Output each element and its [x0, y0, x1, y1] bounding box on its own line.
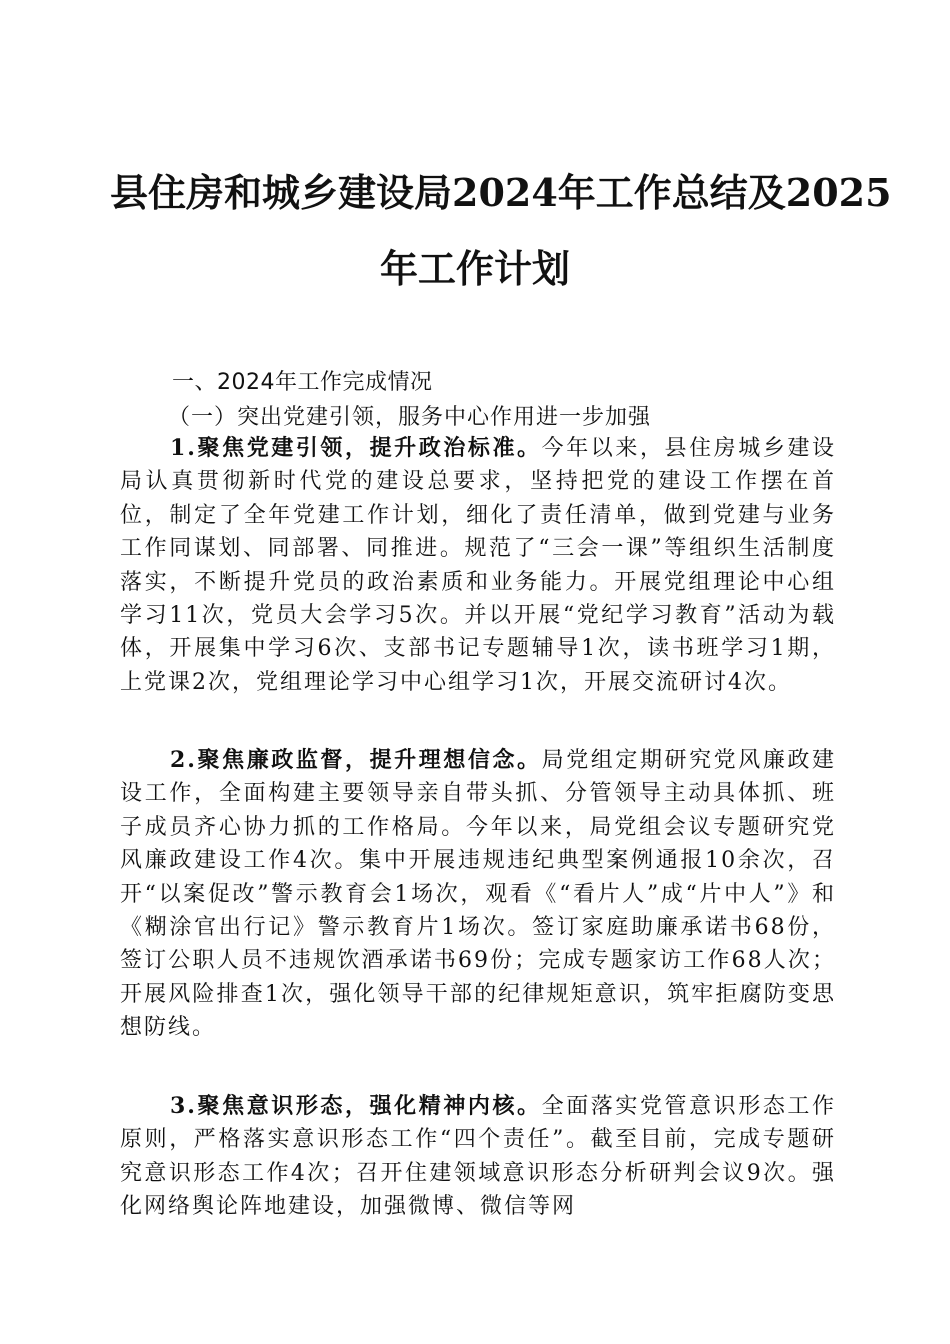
paragraph-2-text: 局党组定期研究党风廉政建设工作，全面构建主要领导亲自带头抓、分管领导主动具体抓、班子成员齐心协力抓的工作格局。今年以来，局党组会议专题研究党风廉政建设工作4次。集中开展违规违纪典型案例通报10余次，召开“以案促改”警示教育会1场次，观看《“看片人”成“片中人”》和《糊涂官出行记》警示教育片1场次。签订家庭助廉承诺书68份，签订公职人员不违规饮酒承诺书69份；完成专题家访工作68人次；开展风险排查1次，强化领导干部的纪律规矩意识，筑牢拒腐防变思想防线。 — [120, 748, 836, 1041]
subsection-heading: （一）突出党建引领，服务中心作用进一步加强 — [168, 405, 652, 430]
paragraph-3-text: 全面落实党管意识形态工作原则，严格落实意识形态工作“四个责任”。截至目前，完成专题研究意识形态工作4次；召开住建领域意识形态分析研判会议9次。强化网络舆论阵地建设，加强微博、微信等网 — [120, 1094, 836, 1220]
paragraph-2 — [120, 744, 836, 1045]
section-heading: 一、2024年工作完成情况 — [172, 370, 433, 395]
paragraph-1 — [120, 432, 836, 699]
paragraph-3 — [120, 1090, 836, 1224]
document-title-line-2: 年工作计划 — [379, 246, 570, 291]
paragraph-1-text: 今年以来，县住房城乡建设局认真贯彻新时代党的建设总要求，坚持把党的建设工作摆在首位，制定了全年党建工作计划，细化了责任清单，做到党建与业务工作同谋划、同部署、同推进。规范了“三会一课”等组织生活制度落实，不断提升党员的政治素质和业务能力。开展党组理论中心组学习11次，党员大会学习5次。并以开展“党纪学习教育”活动为载体，开展集中学习6次、支部书记专题辅导1次，读书班学习1期，上党课2次，党组理论学习中心组学习1次，开展交流研讨4次。 — [120, 436, 836, 695]
paragraph-3-lead: 3.聚焦意识形态，强化精神内核。 — [170, 1093, 542, 1119]
document-title-line-1: 县住房和城乡建设局2024年工作总结及2025 — [110, 170, 892, 215]
paragraph-1-lead: 1.聚焦党建引领，提升政治标准。 — [170, 435, 542, 461]
paragraph-2-lead: 2.聚焦廉政监督，提升理想信念。 — [170, 747, 542, 773]
